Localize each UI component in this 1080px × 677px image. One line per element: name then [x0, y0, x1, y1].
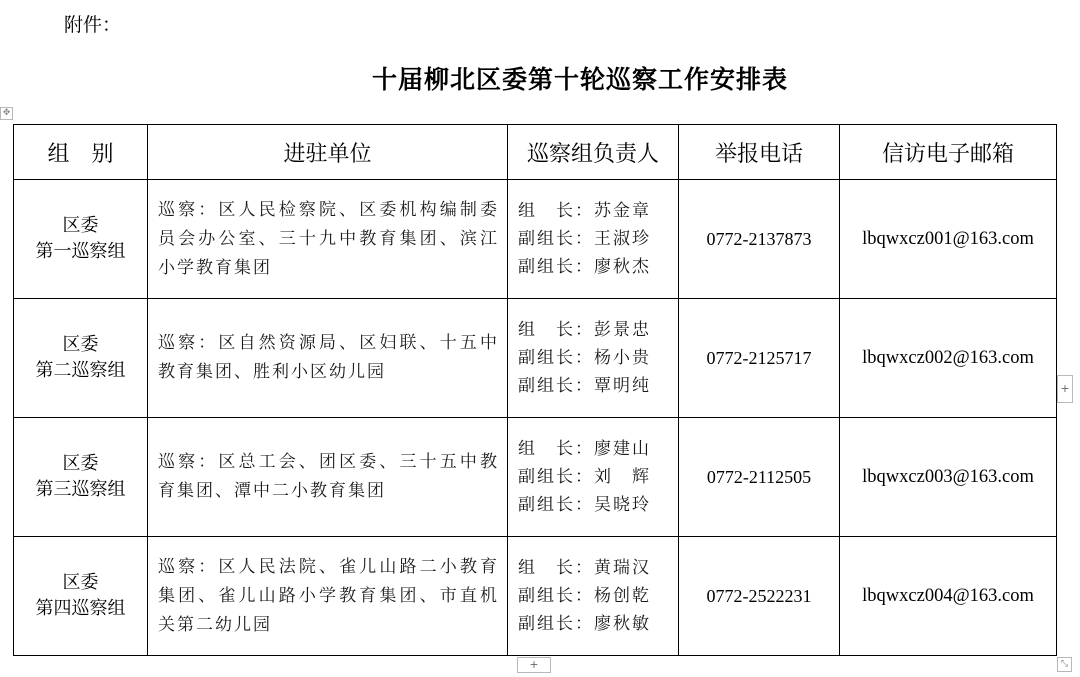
group-line2: 第一巡察组 — [35, 241, 126, 262]
table-row — [14, 537, 1057, 656]
email-cell[interactable]: lbqwxcz002@163.com — [840, 299, 1057, 418]
leader-line: 副组长：覃明纯 — [518, 376, 651, 396]
table-header-row — [14, 125, 1057, 180]
email-cell[interactable]: lbqwxcz004@163.com — [840, 537, 1057, 656]
phone-cell[interactable]: 0772-2112505 — [679, 418, 840, 537]
group-line1: 区委 — [62, 334, 99, 355]
phone-cell[interactable]: 0772-2137873 — [679, 180, 840, 299]
unit-cell[interactable]: 巡察：区自然资源局、区妇联、十五中教育集团、胜利小区幼儿园 — [148, 299, 508, 418]
table-row — [14, 418, 1057, 537]
leader-line: 组 长：黄瑞汉 — [518, 558, 651, 578]
leaders-cell[interactable] — [508, 299, 679, 418]
header-phone: 举报电话 — [679, 125, 840, 180]
leader-line: 副组长：杨创乾 — [518, 586, 651, 606]
group-line2: 第二巡察组 — [35, 360, 126, 381]
leader-line: 组 长：彭景忠 — [518, 320, 651, 340]
leaders-cell[interactable] — [508, 418, 679, 537]
leader-line: 组 长：廖建山 — [518, 439, 651, 459]
unit-cell[interactable]: 巡察：区人民检察院、区委机构编制委员会办公室、三十九中教育集团、滨江小学教育集团 — [148, 180, 508, 299]
leader-line: 组 长：苏金章 — [518, 201, 651, 221]
unit-cell[interactable]: 巡察：区总工会、团区委、三十五中教育集团、潭中二小教育集团 — [148, 418, 508, 537]
group-cell[interactable] — [14, 299, 148, 418]
header-email: 信访电子邮箱 — [840, 125, 1057, 180]
unit-cell[interactable]: 巡察：区人民法院、雀儿山路二小教育集团、雀儿山路小学教育集团、市直机关第二幼儿园 — [148, 537, 508, 656]
add-row-plus-icon[interactable]: + — [517, 657, 551, 673]
add-column-plus-icon[interactable]: + — [1057, 375, 1073, 403]
leader-line: 副组长：吴晓玲 — [518, 495, 651, 515]
leader-line: 副组长：刘 辉 — [518, 467, 651, 487]
leader-line: 副组长：廖秋杰 — [518, 257, 651, 277]
group-line2: 第三巡察组 — [35, 479, 126, 500]
group-line1: 区委 — [62, 572, 99, 593]
schedule-table — [13, 124, 1057, 656]
attachment-label: 附件： — [64, 14, 122, 36]
group-cell[interactable] — [14, 180, 148, 299]
phone-cell[interactable]: 0772-2125717 — [679, 299, 840, 418]
table-row — [14, 180, 1057, 299]
document-title: 十届柳北区委第十轮巡察工作安排表 — [371, 65, 788, 94]
group-line1: 区委 — [62, 215, 99, 236]
table-move-handle-icon[interactable]: ✥ — [0, 107, 13, 120]
header-leaders: 巡察组负责人 — [508, 125, 679, 180]
email-cell[interactable]: lbqwxcz001@163.com — [840, 180, 1057, 299]
group-cell[interactable] — [14, 418, 148, 537]
table-row — [14, 299, 1057, 418]
group-line1: 区委 — [62, 453, 99, 474]
leaders-cell[interactable] — [508, 537, 679, 656]
leader-line: 副组长：王淑珍 — [518, 229, 651, 249]
header-unit: 进驻单位 — [148, 125, 508, 180]
group-line2: 第四巡察组 — [35, 598, 126, 619]
leaders-cell[interactable] — [508, 180, 679, 299]
leader-line: 副组长：杨小贵 — [518, 348, 651, 368]
header-group: 组 别 — [14, 125, 148, 180]
leader-line: 副组长：廖秋敏 — [518, 614, 651, 634]
email-cell[interactable]: lbqwxcz003@163.com — [840, 418, 1057, 537]
phone-cell[interactable]: 0772-2522231 — [679, 537, 840, 656]
table-resize-icon[interactable]: ⤡ — [1057, 657, 1072, 672]
group-cell[interactable] — [14, 537, 148, 656]
